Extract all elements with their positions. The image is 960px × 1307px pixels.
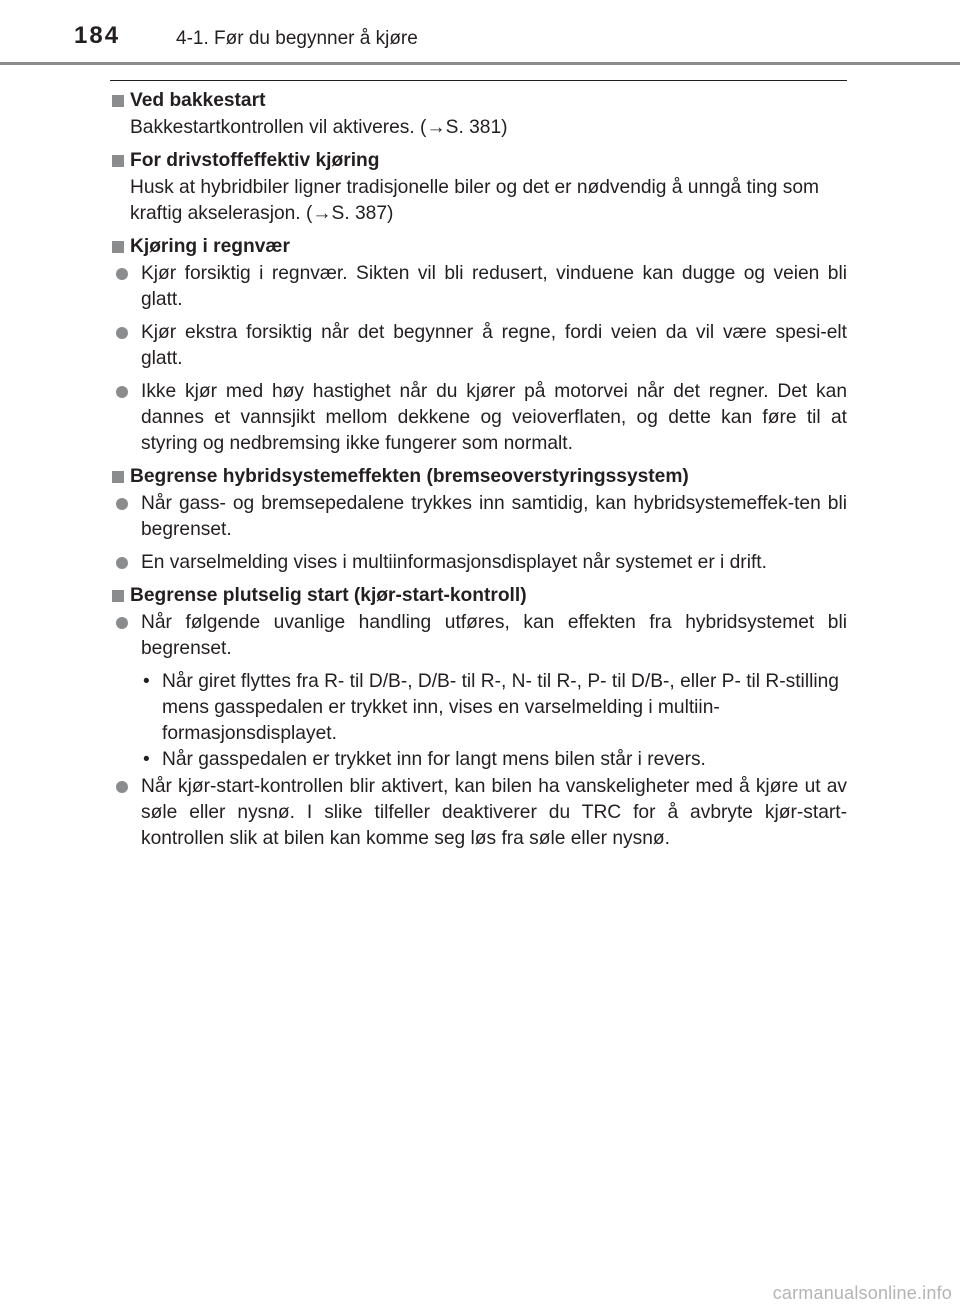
list-item (110, 610, 847, 662)
section-heading-text: Begrense hybridsystemeffekten (bremseoverstyringssystem) (130, 466, 689, 487)
section-heading-text: Begrense plutselig start (kjør-start-kontroll) (130, 585, 527, 606)
list-item-text: En varselmelding vises i multiinformasjonsdisplayet når systemet er i drift. (141, 552, 767, 573)
section-heading-text: Kjøring i regnvær (130, 236, 290, 257)
square-bullet-icon (112, 241, 124, 253)
round-bullet-icon (116, 781, 128, 793)
list-item-text: Ikke kjør med høy hastighet når du kjører på motorvei når det regner. Det kan dannes et vannsjikt mellom dekkene og veioverflaten, og dette kan føre til at styring og nedbremsing ikke fungerer som normalt. (141, 381, 847, 454)
section-drive-start-control (110, 583, 847, 852)
list-item-text: Når kjør-start-kontrollen blir aktivert, kan bilen ha vanskeligheter med å kjøre ut av søle eller nysnø. I slike tilfeller deaktiverer du TRC for å avbryte kjør-start-kontrollen slik at bilen kan komme seg løs fra søle eller nysnø. (141, 776, 847, 849)
section-heading (110, 148, 847, 174)
square-bullet-icon (112, 95, 124, 107)
sub-list-item (110, 747, 847, 773)
list-item-text: Når følgende uvanlige handling utføres, kan effekten fra hybridsystemet bli begrenset. (141, 612, 847, 659)
square-bullet-icon (112, 471, 124, 483)
section-text (110, 115, 847, 141)
square-bullet-icon (112, 155, 124, 167)
sub-bullet-mark: • (143, 671, 150, 692)
footer-watermark: carmanualsonline.info (772, 1283, 952, 1303)
list-item (110, 379, 847, 457)
content-divider (110, 80, 847, 81)
section-hill-start (110, 88, 847, 141)
body-text: Husk at hybridbiler ligner tradisjonelle biler og det er nødvendig å unngå ting som kraftig akselerasjon. ( (130, 177, 820, 224)
page-number: 184 (74, 22, 121, 49)
page-reference: S. 381) (445, 117, 508, 138)
list-item-text: Kjør ekstra forsiktig når det begynner å regne, fordi veien da vil være spesi-elt glatt. (141, 322, 847, 369)
body-text: Bakkestartkontrollen vil aktiveres. ( (130, 117, 427, 138)
section-heading-text: For drivstoffeffektiv kjøring (130, 150, 380, 171)
section-heading (110, 234, 847, 260)
section-heading (110, 464, 847, 490)
page-header (0, 0, 960, 64)
list-item (110, 550, 847, 576)
sub-list-item-text: Når gasspedalen er trykket inn for langt mens bilen står i revers. (162, 749, 706, 770)
sub-list-item (110, 669, 847, 747)
square-bullet-icon (112, 590, 124, 602)
list-item (110, 774, 847, 852)
arrow-right-icon: → (312, 203, 332, 224)
list-item-text: Kjør forsiktig i regnvær. Sikten vil bli redusert, vinduene kan dugge og veien bli glatt. (141, 263, 847, 310)
section-heading (110, 88, 847, 114)
list-item-text: Når gass- og bremsepedalene trykkes inn samtidig, kan hybridsystemeffek-ten bli begrenset. (141, 493, 847, 540)
sub-list-item-text: Når giret flyttes fra R- til D/B-, D/B- til R-, N- til R-, P- til D/B-, eller P- til R-stilling mens gasspedalen er trykket inn, vises en varselmelding i multiin-formasjonsdisplayet. (162, 671, 839, 744)
chapter-title: 4-1. Før du begynner å kjøre (176, 28, 418, 49)
section-rain-driving (110, 234, 847, 457)
page-reference: S. 387) (331, 203, 394, 224)
round-bullet-icon (116, 327, 128, 339)
header-divider (0, 62, 960, 65)
section-heading-text: Ved bakkestart (130, 90, 266, 111)
section-brake-override (110, 464, 847, 576)
round-bullet-icon (116, 498, 128, 510)
section-heading (110, 583, 847, 609)
round-bullet-icon (116, 617, 128, 629)
section-fuel-efficiency (110, 148, 847, 227)
round-bullet-icon (116, 557, 128, 569)
round-bullet-icon (116, 386, 128, 398)
list-item (110, 491, 847, 543)
sub-bullet-mark: • (143, 749, 150, 770)
list-item (110, 320, 847, 372)
section-text (110, 175, 847, 227)
list-item (110, 261, 847, 313)
page-content (110, 88, 847, 859)
round-bullet-icon (116, 268, 128, 280)
arrow-right-icon: → (426, 117, 446, 138)
